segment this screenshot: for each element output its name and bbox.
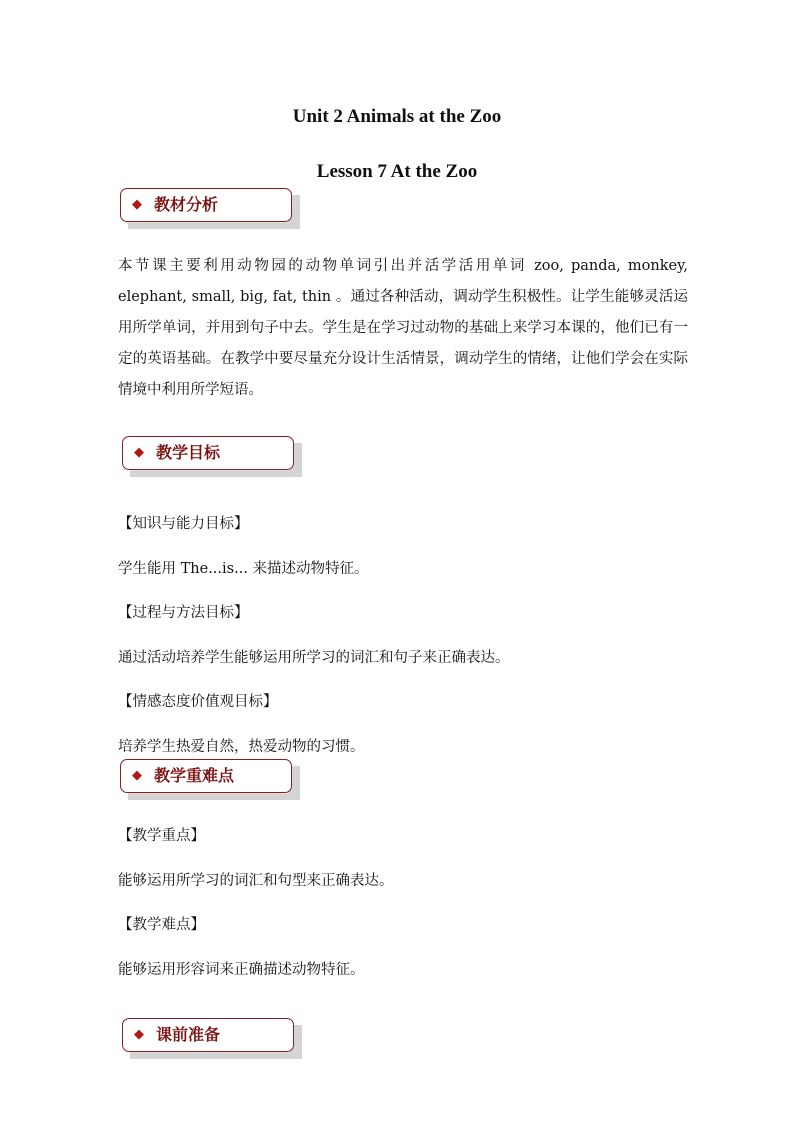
section-heading-analysis bbox=[120, 188, 292, 222]
emotion-objective-label: 【情感态度价值观目标】 bbox=[118, 694, 278, 710]
diamond-icon: ◆ bbox=[134, 1027, 144, 1042]
diamond-icon: ◆ bbox=[132, 768, 142, 783]
section-heading-preparation bbox=[122, 1018, 294, 1052]
analysis-paragraph: 本节课主要利用动物园的动物单词引出并活学活用单词 zoo, panda, monkey, elephant, small, big, fat, thin 。通过各种活动，调动学生积极性。让学生能够灵活运用所学单词，并用到句子中去。学生是在学习过动物的基础上来学习本课的，他们已有一定的英语基础。在教学中要尽量充分设计生活情景，调动学生的情绪，让他们学会在实际情境中利用所学短语。 bbox=[118, 258, 688, 398]
key-point-label: 【教学重点】 bbox=[118, 828, 205, 844]
section-heading-label: 教材分析 bbox=[154, 195, 219, 214]
section-heading-label: 教学目标 bbox=[156, 443, 221, 462]
knowledge-objective-label: 【知识与能力目标】 bbox=[118, 516, 249, 532]
diamond-icon: ◆ bbox=[134, 445, 144, 460]
section-heading-key-points bbox=[120, 759, 292, 793]
difficulty-label: 【教学难点】 bbox=[118, 917, 205, 933]
lesson-title: Lesson 7 At the Zoo bbox=[316, 161, 478, 182]
section-heading-objectives bbox=[122, 436, 294, 470]
section-heading-label: 教学重难点 bbox=[154, 766, 235, 785]
process-objective-label: 【过程与方法目标】 bbox=[118, 605, 249, 621]
knowledge-objective-text: 学生能用 The...is... 来描述动物特征。 bbox=[118, 561, 369, 577]
unit-title: Unit 2 Animals at the Zoo bbox=[292, 106, 502, 127]
key-point-text: 能够运用所学习的词汇和句型来正确表达。 bbox=[118, 873, 394, 889]
emotion-objective-text: 培养学生热爱自然，热爱动物的习惯。 bbox=[118, 739, 365, 755]
difficulty-text: 能够运用形容词来正确描述动物特征。 bbox=[118, 962, 365, 978]
section-heading-label: 课前准备 bbox=[156, 1025, 221, 1044]
process-objective-text: 通过活动培养学生能够运用所学习的词汇和句子来正确表达。 bbox=[118, 650, 510, 666]
diamond-icon: ◆ bbox=[132, 197, 142, 212]
